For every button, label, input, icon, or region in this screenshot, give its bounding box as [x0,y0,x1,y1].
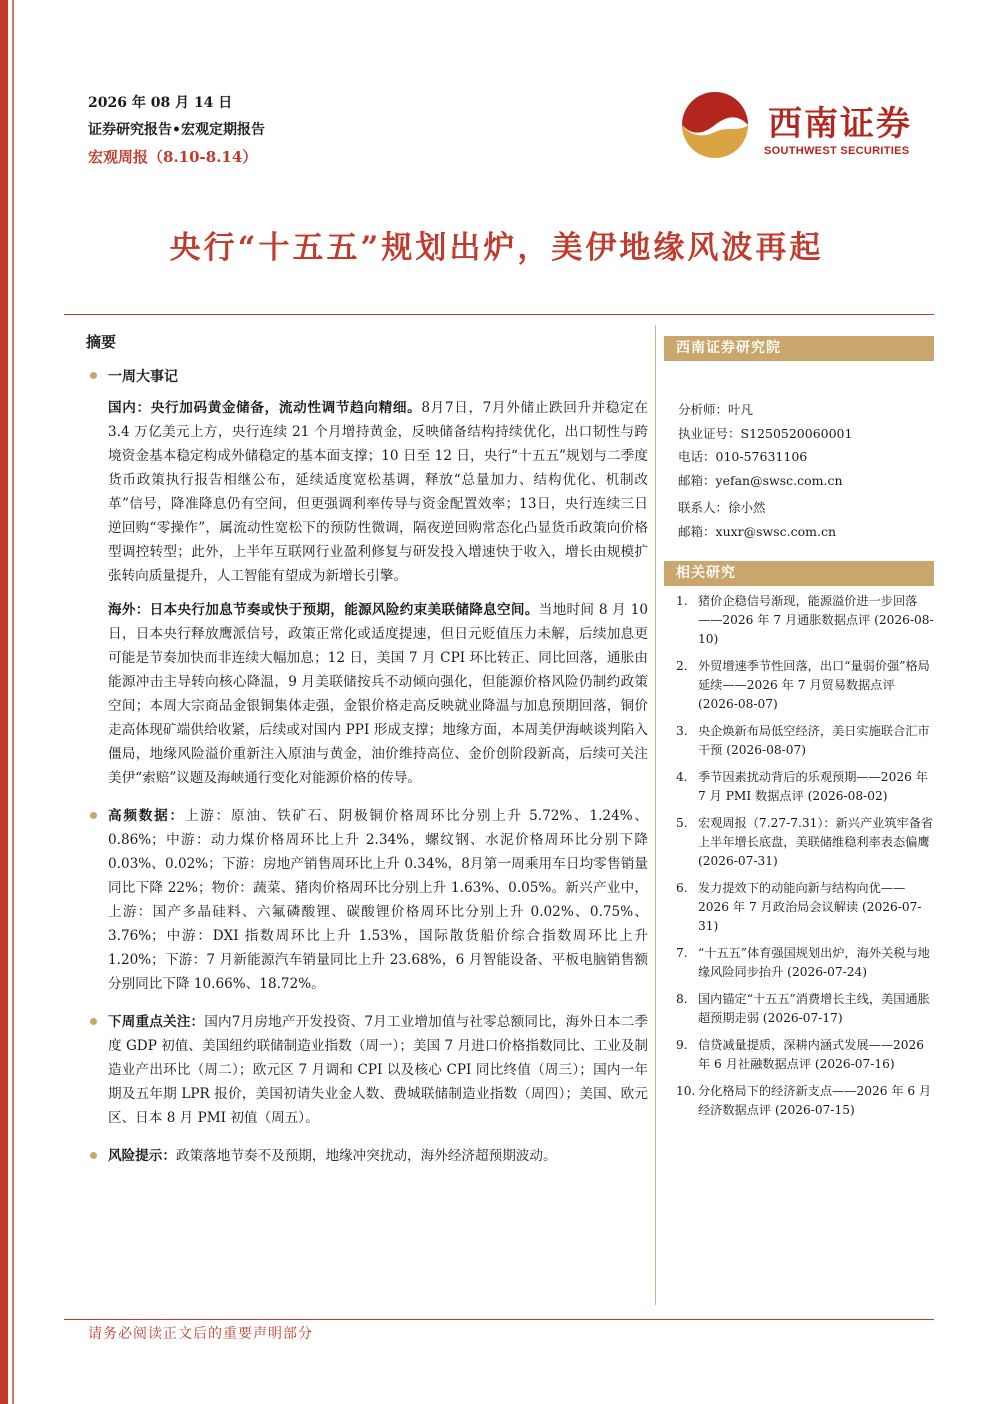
related-item-number: 2. [676,659,688,673]
related-item-number: 8. [676,992,688,1006]
analyst-row: 分析师：叶凡 [678,402,754,417]
report-series: 宏观周报（8.10-8.14） [88,148,258,166]
related-item-text: 分化格局下的经济新支点——2026 年 6 月经济数据点评 (2026-07-15) [698,1084,932,1117]
contact-email-row[interactable]: 邮箱：xuxr@swsc.com.cn [678,523,837,539]
report-type: 证券研究报告•宏观定期报告 [88,122,265,138]
bullet-icon [90,372,97,379]
report-title: 央行“十五五”规划出炉，美伊地缘风波再起 [169,230,824,266]
related-item[interactable] [664,879,934,936]
related-item-text: 猪价企稳信号渐现，能源溢价进一步回落——2026 年 7 月通胀数据点评 (2026-08-10) [698,594,934,646]
bullet-icon [90,1152,97,1159]
related-item[interactable] [664,814,934,871]
phone-row: 电话：010-57631106 [678,449,808,464]
related-item-text: 国内锚定“十五五”消费增长主线，美国通胀超预期走弱 (2026-07-17) [698,992,930,1025]
logo-name-en: SOUTHWEST SECURITIES [764,145,910,157]
license-row: 执业证号：S1250520060001 [678,425,853,441]
high-frequency-lead: 高频数据： [108,808,185,824]
title-divider [64,314,934,315]
overseas-text: 当地时间 8 月 10 日，日本央行释放鹰派信号，政策正常化或适度提速，但日元贬值压力未解，后续加息更可能是节奏加快而非连续大幅加息；12 日，美国 7 月 CPI 环比转正、同比回落，通胀由能源冲击主导转向核心降温，9 月美联储按兵不动倾向强化，但能源价格风险仍制约政策空间；本周大宗商品金银铜集体走强，金银价格走高反映就业降温与加息预期回落，铜价走高体现矿端供给收紧，后续或对国内 PPI 形成支撑；地缘方面，本周美伊海峡谈判陷入僵局，地缘风险溢价重新注入原油与黄金，油价维持高位、金价创阶段新高，后续可关注美伊“索赔”议题及海峡通行变化对能源价格的传导。 [108,602,648,786]
report-date: 2026 年 08 月 14 日 [88,95,233,111]
sidebar [664,336,934,1128]
domestic-lead: 国内：央行加码黄金储备，流动性调节趋向精细。 [108,400,422,416]
related-research-list [664,592,934,1120]
high-frequency-text: 上游：原油、铁矿石、阴极铜价格周环比分别上升 5.72%、1.24%、0.86%；中游：动力煤价格周环比上升 2.34%，螺纹钢、水泥价格周环比分别下降 0.03%、0.02%；下游：房地产销售周环比上升 0.34%，8月第一周乘用车日均零售销量同比下降 22%；物价：蔬菜、猪肉价格周环比分别上升 1.63%、0.05%。新兴产业中，上游：国产多晶硅料、六氟磷酸锂、碳酸锂价格周环比分别上升 0.02%、0.75%、3.76%；中游：DXI 指数周环比上升 1.53%，国际散货船价综合指数周环比上升 1.20%；下游：7 月新能源汽车销量同比上升 23.68%，6 月智能设备、平板电脑销售额分别同比下降 10.66%、18.72%。 [108,808,649,992]
analyst-info [664,398,934,543]
related-item-text: 发力提效下的动能向新与结构向优——2026 年 7 月政治局会议解读 (2026-07-31) [698,881,922,933]
related-item[interactable] [664,592,934,649]
bullet-icon [90,812,97,819]
institute-band: 西南证券研究院 [664,336,934,361]
related-item-text: 央企焕新布局低空经济，美日实施联合汇市干预 (2026-08-07) [698,724,930,757]
logo-name-cn: 西南证券 [768,104,912,144]
risk-paragraph [108,1144,648,1168]
section-title: 一周大事记 [108,369,178,385]
related-item[interactable] [664,722,934,760]
high-frequency-paragraph [108,804,648,996]
related-item-text: 季节因素扰动背后的乐观预期——2026 年 7 月 PMI 数据点评 (2026-08-02) [698,770,928,803]
footer-divider [64,1319,934,1320]
risk-lead: 风险提示： [108,1148,176,1164]
related-item-text: “十五五”体育强国规划出炉，海外关税与地缘风险同步抬升 (2026-07-24) [698,946,930,979]
left-accent-bar [0,0,8,1404]
risk-text: 政策落地节奏不及预期，地缘冲突扰动，海外经济超预期波动。 [175,1148,557,1164]
column-divider [655,325,656,1305]
next-week-text: 国内7月房地产开发投资、7月工业增加值与社零总额同比，海外日本二季度 GDP 初值、美国纽约联储制造业指数（周一）；美国 7 月进口价格指数同比、工业及制造业产出环比（周二）；欧元区 7 月调和 CPI 以及核心 CPI 同比终值（周三）；国内一年期及五年期 LPR 报价，美国初请失业金人数、费城联储制造业指数（周四）；美国、欧元区、日本 8 月 PMI 初值（周五）。 [108,1014,649,1126]
related-item-text: 信贷减量提质，深耕内涵式发展——2026 年 6 月社融数据点评 (2026-07-16) [698,1038,925,1071]
related-item[interactable] [664,768,934,806]
next-week-lead: 下周重点关注： [108,1014,205,1030]
related-item-number: 9. [676,1038,688,1052]
abstract-column [86,325,648,1168]
footer-disclaimer: 请务必阅读正文后的重要声明部分 [88,1326,313,1342]
related-item-number: 3. [676,724,688,738]
related-item-number: 10. [676,1084,696,1098]
contact-row: 联系人：徐小然 [678,500,766,515]
related-item-number: 5. [676,816,688,830]
overseas-lead: 海外：日本央行加息节奏或快于预期，能源风险约束美联储降息空间。 [108,602,539,618]
related-item-number: 7. [676,946,688,960]
domestic-paragraph [108,396,648,588]
next-week-paragraph [108,1010,648,1130]
domestic-text: 8月7日，7月外储止跌回升并稳定在 3.4 万亿美元上方，央行连续 21 个月增持黄金，反映储备结构持续优化，出口韧性与跨境资金基本稳定构成外储稳定的基本面支撑；10 日至 12 日，央行“十五五”规划与二季度货币政策执行报告相继公布，延续适度宽松基调，释放“总量加力、结构优化、机制改革”信号，降准降息仍有空间，但更强调利率传导与资金配置效率；13日，央行连续三日逆回购“零操作”，属流动性宽松下的预防性微调，隔夜逆回购常态化凸显货币政策向价格型调控转型；此外，上半年互联网行业盈利修复与研发投入增速快于收入，增长由规模扩张转向质量提升，人工智能有望成为新增长引擎。 [108,400,649,584]
related-item-number: 4. [676,770,688,784]
bullet-icon [90,1018,97,1025]
email-row[interactable]: 邮箱：yefan@swsc.com.cn [678,472,843,488]
related-item[interactable] [664,657,934,714]
abstract-heading: 摘要 [86,333,117,351]
related-item[interactable] [664,944,934,982]
related-item-text: 宏观周报（7.27-7.31）：新兴产业筑牢备省上半年增长底盘，美联储维稳利率表态偏鹰 (2026-07-31) [698,816,934,868]
related-item-text: 外贸增速季节性回落，出口“量弱价强”格局延续——2026 年 7 月贸易数据点评 (2026-08-07) [698,659,930,711]
overseas-paragraph [108,598,648,790]
related-item[interactable] [664,1082,934,1120]
related-item-number: 6. [676,881,688,895]
logo-emblem-icon [680,90,750,160]
related-item-number: 1. [676,594,688,608]
company-logo [680,88,940,164]
related-item[interactable] [664,1036,934,1074]
left-accent-line [12,0,14,1404]
related-item[interactable] [664,990,934,1028]
related-research-band: 相关研究 [664,561,934,586]
section-weekly-events [86,366,648,386]
